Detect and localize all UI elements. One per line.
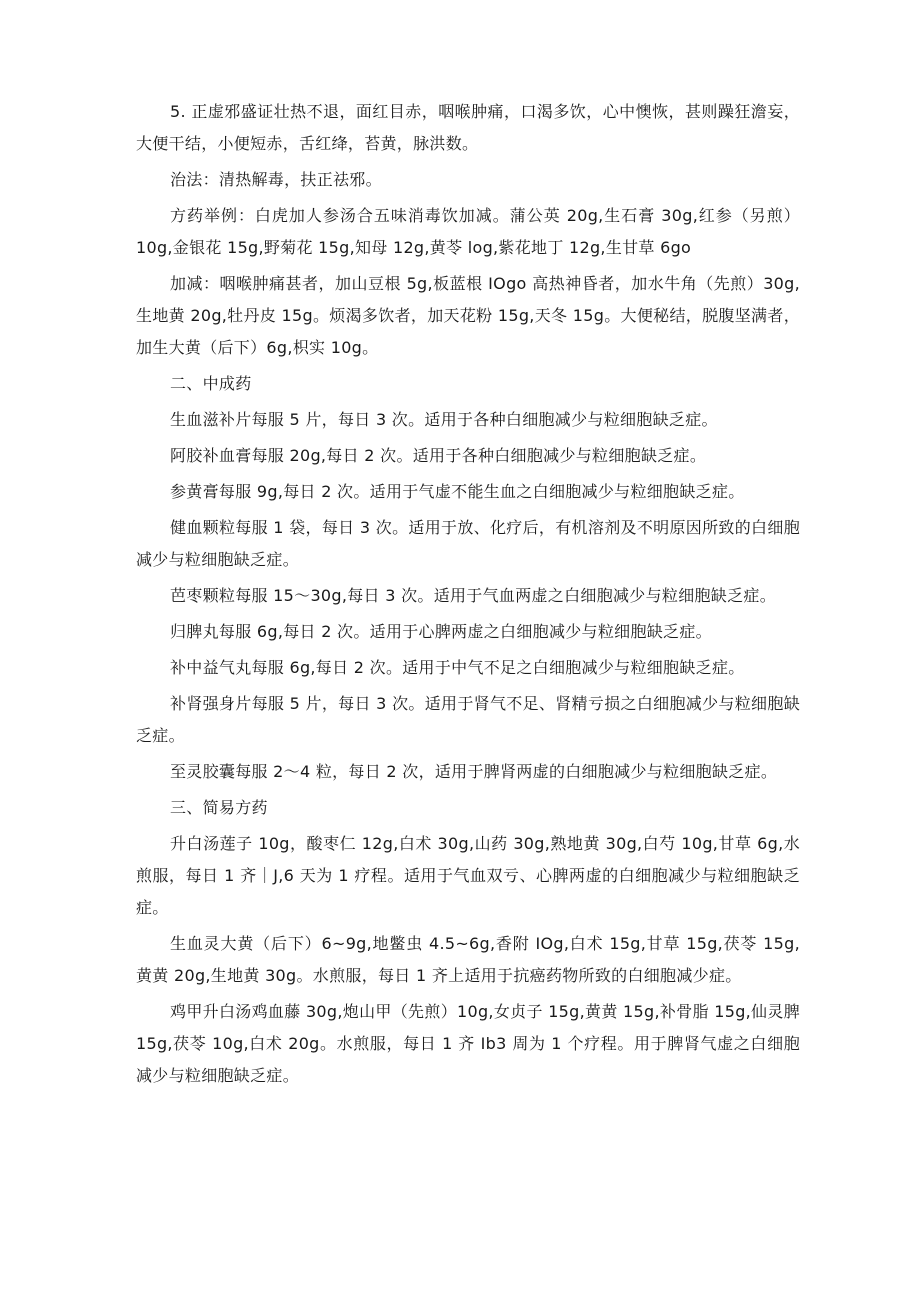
paragraph-jijia-shengbai-decoction: 鸡甲升白汤鸡血藤 30g,炮山甲（先煎）10g,女贞子 15g,黄黄 15g,补骨脂 15g,仙灵脾 15g,茯苓 10g,白术 20g。水煎服，每日 1 齐 Ib3 周为 1 个疗程。用于脾肾气虚之白细胞减少与粒细胞缺乏症。 <box>136 1002 800 1085</box>
paragraph-shengxue-zibu-tablet: 生血滋补片每服 5 片，每日 3 次。适用于各种白细胞减少与粒细胞缺乏症。 <box>170 410 718 429</box>
paragraph-treatment-principle: 治法：清热解毒，扶正祛邪。 <box>170 170 382 189</box>
paragraph-shengxueling: 生血灵大黄（后下）6~9g,地鳖虫 4.5~6g,香附 IOg,白术 15g,甘草 15g,茯苓 15g,黄黄 20g,生地黄 30g。水煎服，每日 1 齐上适用于抗癌药物所致的白细胞减少症。 <box>136 934 800 985</box>
section-heading-simple-prescriptions: 三、简易方药 <box>170 798 268 817</box>
paragraph-jianxue-granule: 健血颗粒每服 1 袋，每日 3 次。适用于放、化疗后，有机溶剂及不明原因所致的白细胞减少与粒细胞缺乏症。 <box>136 518 800 569</box>
paragraph-ejiao-buxue-paste: 阿胶补血膏每服 20g,每日 2 次。适用于各种白细胞减少与粒细胞缺乏症。 <box>170 446 707 465</box>
paragraph-zhiling-capsule: 至灵胶囊每服 2～4 粒，每日 2 次，适用于脾肾两虚的白细胞减少与粒细胞缺乏症。 <box>170 762 778 781</box>
paragraph-bushen-qiangshen-tablet: 补肾强身片每服 5 片，每日 3 次。适用于肾气不足、肾精亏损之白细胞减少与粒细胞缺乏症。 <box>136 694 800 745</box>
paragraph-syndrome-5: 5. 正虚邪盛证壮热不退，面红目赤，咽喉肿痛，口渴多饮，心中懊恢，甚则躁狂澹妄，大便干结，小便短赤，舌红绛，苔黄，脉洪数。 <box>136 102 800 153</box>
paragraph-modifications: 加减：咽喉肿痛甚者，加山豆根 5g,板蓝根 IOgo 高热神昏者，加水牛角（先煎）30g,生地黄 20g,牡丹皮 15g。烦渴多饮者，加天花粉 15g,天冬 15g。大便秘结，脱腹坚满者，加生大黄（后下）6g,枳实 10g。 <box>136 274 800 357</box>
paragraph-buzhong-yiqi-pill: 补中益气丸每服 6g,每日 2 次。适用于中气不足之白细胞减少与粒细胞缺乏症。 <box>170 658 745 677</box>
section-heading-patent-medicines: 二、中成药 <box>170 374 252 393</box>
paragraph-shengbai-decoction: 升白汤莲子 10g，酸枣仁 12g,白术 30g,山药 30g,熟地黄 30g,白芍 10g,甘草 6g,水煎服，每日 1 齐｜J,6 天为 1 疗程。适用于气血双亏、心脾两虚的白细胞减少与粒细胞缺乏症。 <box>136 834 800 917</box>
paragraph-prescription-example: 方药举例：白虎加人参汤合五味消毒饮加减。蒲公英 20g,生石膏 30g,红参（另煎）10g,金银花 15g,野菊花 15g,知母 12g,黄苓 log,紫花地丁 12g,生甘草 6go <box>136 206 800 257</box>
paragraph-guipi-pill: 归脾丸每服 6g,每日 2 次。适用于心脾两虚之白细胞减少与粒细胞缺乏症。 <box>170 622 712 641</box>
document-body <box>136 96 800 1096</box>
paragraph-shenhuang-paste: 参黄膏每服 9g,每日 2 次。适用于气虚不能生血之白细胞减少与粒细胞缺乏症。 <box>170 482 745 501</box>
paragraph-qizao-granule: 芭枣颗粒每服 15～30g,每日 3 次。适用于气血两虚之白细胞减少与粒细胞缺乏症。 <box>170 586 776 605</box>
